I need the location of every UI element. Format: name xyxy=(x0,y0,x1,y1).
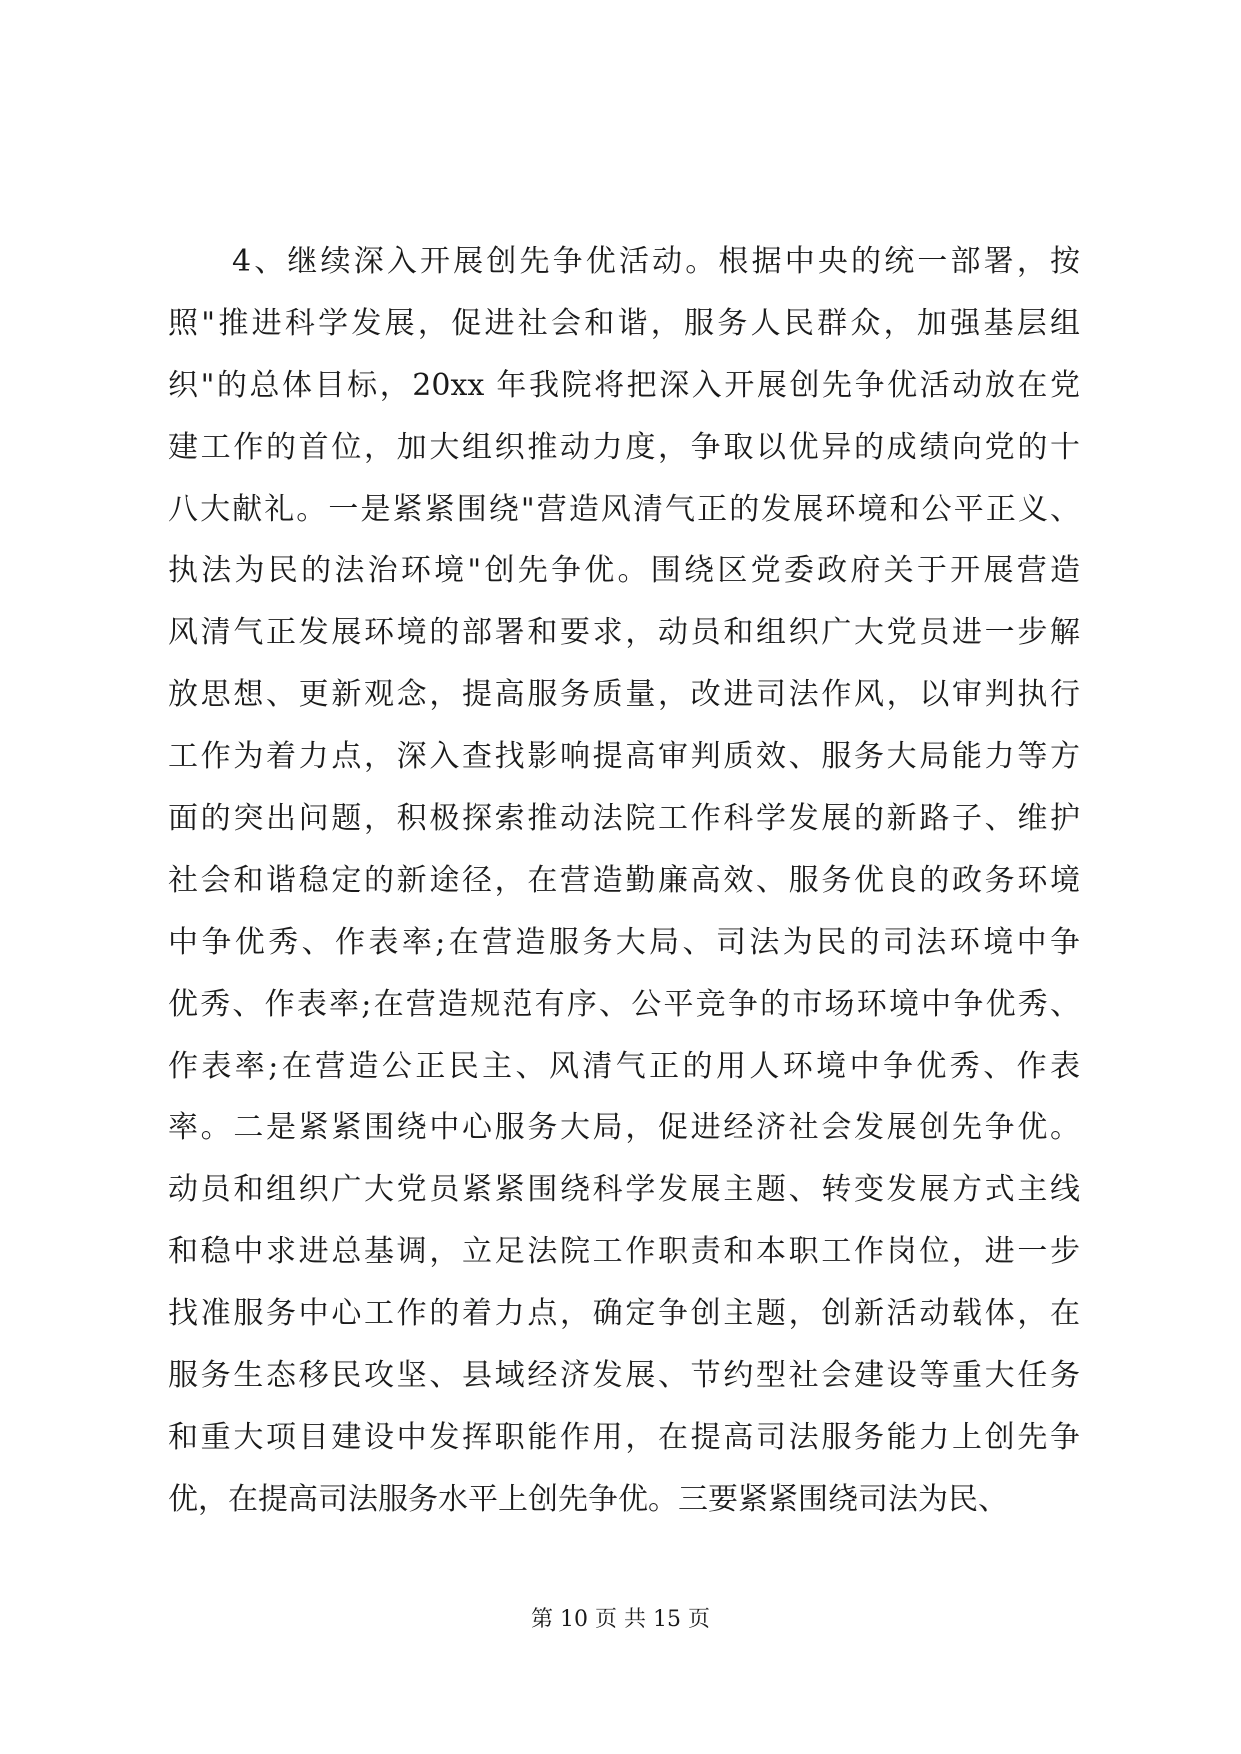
text-line: 优，在提高司法服务水平上创先争优。三要紧紧围绕司法为民、 xyxy=(168,1481,1008,1517)
text-line: 找准服务中心工作的着力点，确定争创主题，创新活动载体，在 xyxy=(168,1296,1080,1332)
text-line: 八大献礼。一是紧紧围绕"营造风清气正的发展环境和公平正义、 xyxy=(168,491,1080,527)
text-line: 建工作的首位，加大组织推动力度，争取以优异的成绩向党的十 xyxy=(168,429,1080,465)
text-line: 风清气正发展环境的部署和要求，动员和组织广大党员进一步解 xyxy=(168,615,1080,651)
text-line: 织"的总体目标，20xx 年我院将把深入开展创先争优活动放在党 xyxy=(168,367,1080,403)
text-line: 面的突出问题，积极探索推动法院工作科学发展的新路子、维护 xyxy=(168,801,1080,837)
text-line: 和稳中求进总基调，立足法院工作职责和本职工作岗位，进一步 xyxy=(168,1234,1080,1270)
body-paragraph xyxy=(168,231,1080,1531)
text-line: 和重大项目建设中发挥职能作用，在提高司法服务能力上创先争 xyxy=(168,1419,1080,1455)
text-line: 执法为民的法治环境"创先争优。围绕区党委政府关于开展营造 xyxy=(168,553,1080,589)
text-line: 放思想、更新观念，提高服务质量，改进司法作风，以审判执行 xyxy=(168,677,1080,713)
text-line: 中争优秀、作表率;在营造服务大局、司法为民的司法环境中争 xyxy=(168,924,1080,960)
text-line: 服务生态移民攻坚、县域经济发展、节约型社会建设等重大任务 xyxy=(168,1358,1080,1394)
text-line: 率。二是紧紧围绕中心服务大局，促进经济社会发展创先争优。 xyxy=(168,1110,1080,1146)
text-line: 工作为着力点，深入查找影响提高审判质效、服务大局能力等方 xyxy=(168,739,1080,775)
text-line: 照"推进科学发展，促进社会和谐，服务人民群众，加强基层组 xyxy=(168,305,1080,341)
text-line: 作表率;在营造公正民主、风清气正的用人环境中争优秀、作表 xyxy=(168,1048,1080,1084)
page-number-footer: 第 10 页 共 15 页 xyxy=(531,1607,710,1632)
text-line: 4、继续深入开展创先争优活动。根据中央的统一部署，按 xyxy=(232,244,1080,279)
text-line: 优秀、作表率;在营造规范有序、公平竞争的市场环境中争优秀、 xyxy=(168,986,1080,1022)
text-line: 社会和谐稳定的新途径，在营造勤廉高效、服务优良的政务环境 xyxy=(168,862,1080,898)
text-line: 动员和组织广大党员紧紧围绕科学发展主题、转变发展方式主线 xyxy=(168,1172,1080,1208)
